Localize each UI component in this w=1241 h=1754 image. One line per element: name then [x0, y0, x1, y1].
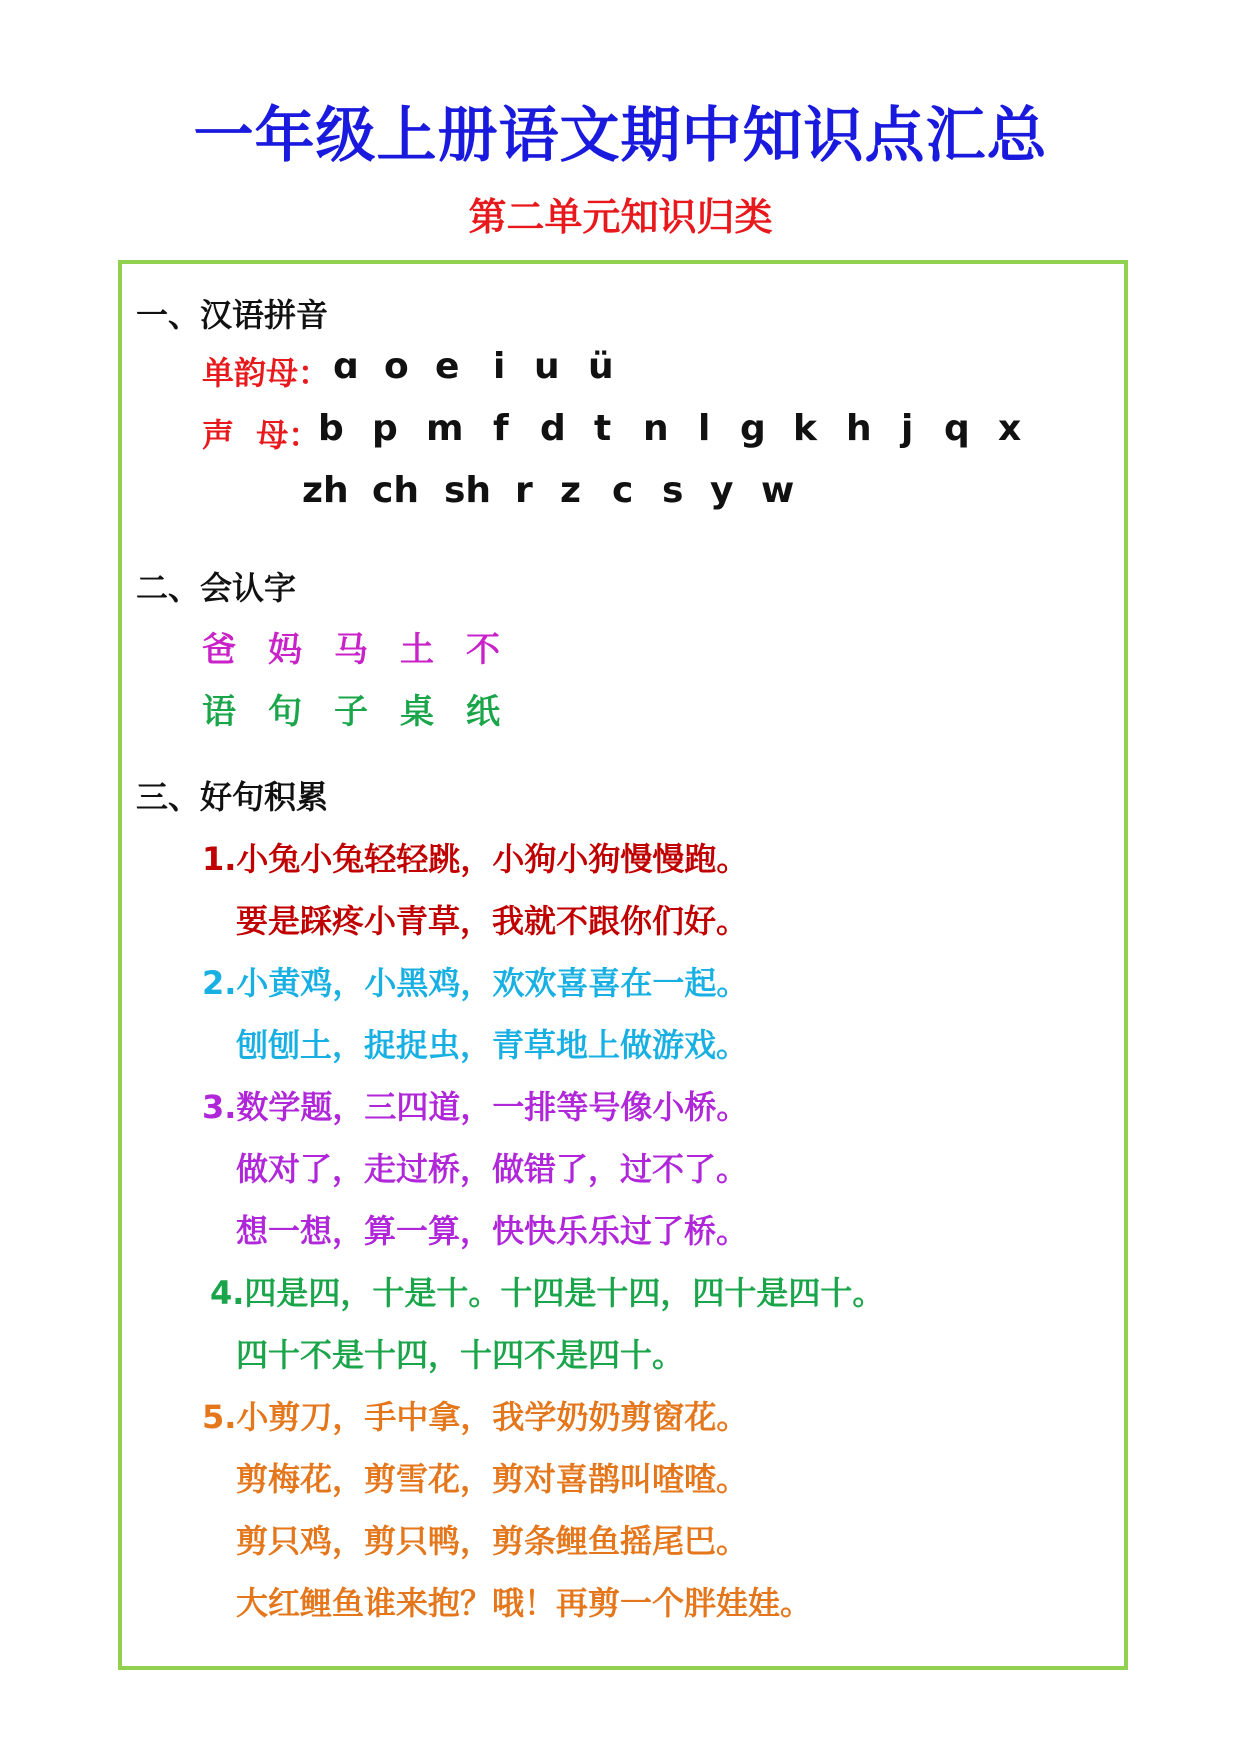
initial: l	[698, 408, 711, 449]
vowel: i	[493, 346, 506, 387]
character: 马	[334, 630, 368, 670]
initials-list-row2	[302, 470, 822, 514]
vowels-list	[333, 346, 633, 386]
initial: g	[740, 408, 766, 449]
initials-label: 声 母：	[202, 416, 321, 454]
page-title: 一年级上册语文期中知识点汇总	[193, 101, 1048, 171]
initial: j	[901, 408, 914, 449]
initials-list-row1	[318, 408, 1038, 452]
initial: h	[846, 408, 872, 449]
vowel: e	[435, 346, 460, 387]
vowel: ü	[588, 346, 614, 387]
initial: f	[493, 408, 509, 449]
vowels-label: 单韵母：	[202, 354, 331, 392]
character: 纸	[466, 692, 500, 732]
vowels-row	[202, 348, 330, 394]
page-subtitle: 第二单元知识归类	[468, 195, 773, 239]
vowel: o	[384, 346, 409, 387]
sentence-4-line-1: 4.四是四，十是十。十四是十四，四十是四十。	[210, 1274, 885, 1312]
initial: t	[594, 408, 612, 449]
initial: q	[944, 408, 970, 449]
initial: c	[612, 470, 634, 511]
initial: zh	[302, 470, 349, 511]
sentence-4-line-2: 四十不是十四，十四不是四十。	[236, 1336, 685, 1374]
sentence-1-line-2: 要是踩疼小青草，我就不跟你们好。	[236, 902, 749, 940]
character: 桌	[400, 692, 434, 732]
initial: p	[372, 408, 398, 449]
sentence-5-line-3: 剪只鸡，剪只鸭，剪条鲤鱼摇尾巴。	[236, 1522, 749, 1560]
initial: b	[318, 408, 344, 449]
character: 语	[202, 692, 236, 732]
characters-row1	[202, 622, 542, 670]
character: 不	[466, 630, 500, 670]
sentence-2-line-1: 2.小黄鸡，小黑鸡，欢欢喜喜在一起。	[202, 964, 749, 1002]
initial: ch	[372, 470, 419, 511]
initial: y	[710, 470, 734, 511]
section-heading-pinyin: 一、汉语拼音	[136, 296, 329, 334]
character: 土	[400, 630, 434, 670]
sentence-3-line-3: 想一想，算一算，快快乐乐过了桥。	[236, 1212, 749, 1250]
sentence-3-line-1: 3.数学题，三四道，一排等号像小桥。	[202, 1088, 749, 1126]
initial: k	[793, 408, 817, 449]
initial: d	[540, 408, 566, 449]
initial: sh	[444, 470, 492, 511]
initial: s	[662, 470, 684, 511]
initial: r	[515, 470, 533, 511]
vowel: ɑ	[333, 346, 359, 387]
character: 妈	[268, 630, 302, 670]
sentence-3-line-2: 做对了，走过桥，做错了，过不了。	[236, 1150, 749, 1188]
sentence-2-line-2: 刨刨土，捉捉虫，青草地上做游戏。	[236, 1026, 749, 1064]
initial: n	[643, 408, 669, 449]
sentence-1-line-1: 1.小兔小兔轻轻跳，小狗小狗慢慢跑。	[202, 840, 749, 878]
section-heading-characters: 二、会认字	[136, 569, 297, 607]
sentence-5-line-1: 5.小剪刀，手中拿，我学奶奶剪窗花。	[202, 1398, 749, 1436]
sentence-5-line-2: 剪梅花，剪雪花，剪对喜鹊叫喳喳。	[236, 1460, 749, 1498]
sentence-5-line-4: 大红鲤鱼谁来抱？哦！再剪一个胖娃娃。	[236, 1584, 813, 1622]
characters-row2	[202, 684, 542, 732]
initials-row	[202, 410, 320, 456]
character: 爸	[202, 630, 236, 670]
initial: w	[761, 470, 795, 511]
initial: z	[560, 470, 581, 511]
initial: x	[998, 408, 1022, 449]
vowel: u	[534, 346, 560, 387]
section-heading-sentences: 三、好句积累	[136, 778, 329, 816]
initial: m	[426, 408, 464, 449]
character: 子	[334, 692, 368, 732]
character: 句	[268, 692, 302, 732]
